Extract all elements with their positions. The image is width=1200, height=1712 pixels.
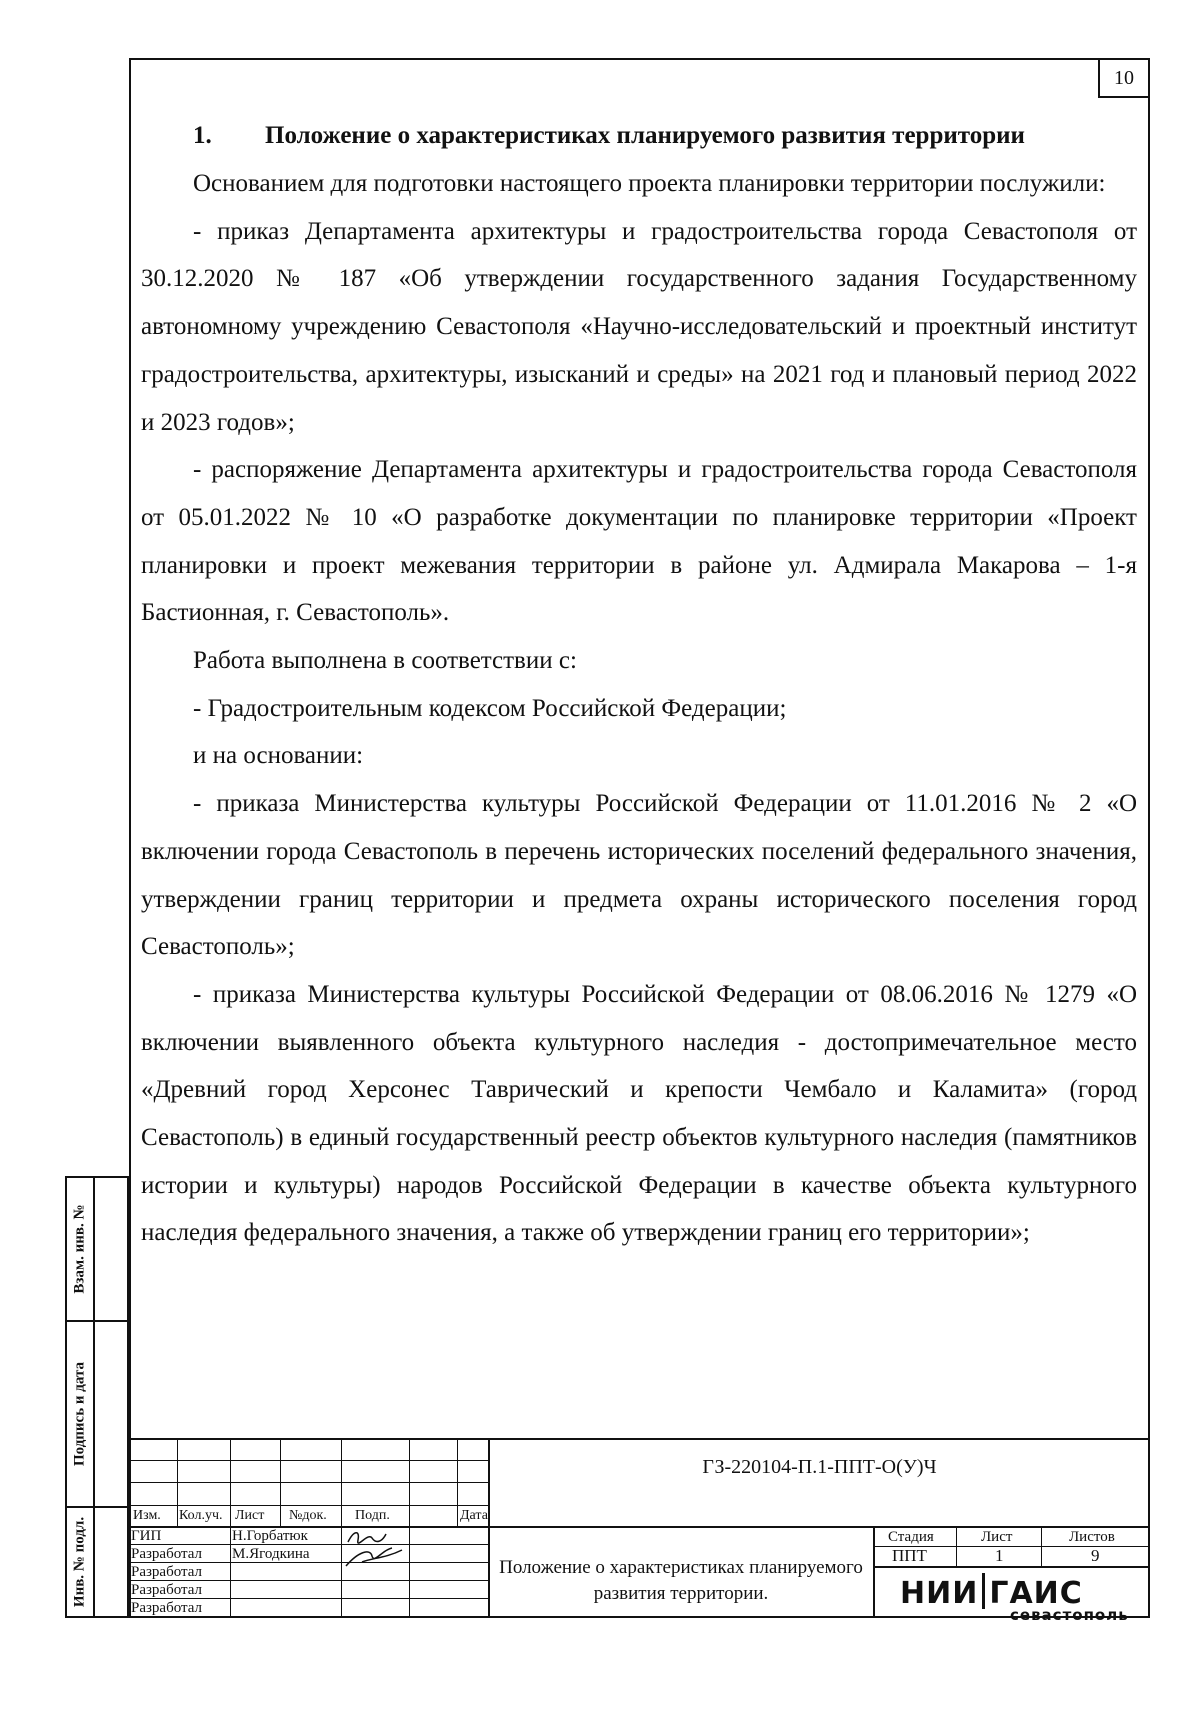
logo-right: ГАИС [989,1576,1083,1611]
header-count: Кол.уч. [179,1508,223,1523]
name-cell: Н.Горбатюк [232,1528,308,1544]
paragraph: - приказа Министерства культуры Российской Федерации от 08.06.2016 № 1279 «О включении выявленного объекта культурного наследия - достопримечательное место «Древний город Херсонес Таврический и крепости Чембало и Каламита» (город Севастополь) в единый государственный реестр объектов культурного наследия (памятников истории и культуры) народов Российской Федерации в качестве объекта культурного наследия федерального значения, а также об утверждении границ его территории»; [141,980,1137,1247]
signature-developer [342,1544,408,1570]
header-signature: Подп. [355,1508,390,1523]
header-date: Дата [460,1508,488,1523]
header-change: Изм. [133,1508,161,1523]
paragraph: - Градостроительным кодексом Российской Федерации; [193,694,787,722]
header-sheet: Лист [235,1508,265,1523]
sheet-value: 1 [995,1546,1004,1565]
side-label: Инв. № подл. [71,1516,88,1608]
sheet-label: Лист [981,1529,1013,1545]
logo-subtitle: севастополь [1010,1606,1129,1624]
sheets-value: 9 [1091,1546,1100,1565]
paragraph: - распоряжение Департамента архитектуры и градостроительства города Севастополя от 05.01.2022 № 10 «О разработке документации по планировке территории «Проект планировки и проект межевания территории в районе ул. Адмирала Макарова – 1-я Бастионная, г. Севастополь». [141,456,1137,627]
section-title: Положение о характеристиках планируемого развития территории [265,122,1025,149]
side-stamp-inventory [65,1506,129,1618]
logo-left: НИИ [900,1576,979,1611]
name-cell: М.Ягодкина [232,1546,310,1562]
stage-value: ППТ [892,1546,927,1565]
section-heading [141,112,1137,160]
role-cell: Разработал [131,1546,203,1562]
paragraph: - приказ Департамента архитектуры и градостроительства города Севастополя от 30.12.2020 № 187 «Об утверждении государственного задания Государственному автономному учреждению Севастополя «Научно-исследовательский и проектный институт градостроительства, архитектуры, изысканий и среды» на 2021 год и плановый период 2022 и 2023 годов»; [141,217,1137,436]
document-title: Положение о характеристиках планируемого развития территории. [499,1557,863,1604]
page-number: 10 [1098,58,1150,98]
document-code: ГЗ-220104-П.1-ППТ-О(У)Ч [702,1456,937,1478]
paragraph: - приказа Министерства культуры Российской Федерации от 11.01.2016 № 2 «О включении города Севастополь в перечень исторических поселений федерального значения, утверждении границ территории и предмета охраны исторического поселения город Севастополь»; [141,790,1137,961]
header-doc-number: №док. [289,1508,327,1523]
document-body [141,112,1137,1257]
company-logo [900,1573,1129,1624]
paragraph: и на основании: [193,742,364,770]
side-stamp-signature [65,1320,129,1508]
paragraph: Основанием для подготовки настоящего проекта планировки территории послужили: [193,170,1106,197]
role-cell: Разработал [131,1582,203,1598]
page-frame [129,58,1150,1618]
side-label: Взам. инв. № [71,1204,88,1294]
side-label: Подпись и дата [71,1361,88,1467]
role-cell: Разработал [131,1564,203,1580]
side-stamp-replacement [65,1176,129,1322]
logo-divider [982,1573,985,1609]
role-cell: Разработал [131,1600,203,1616]
role-cell: ГИП [131,1528,162,1544]
stage-label: Стадия [888,1529,934,1545]
sheets-label: Листов [1069,1529,1115,1545]
paragraph: Работа выполнена в соответствии с: [193,647,577,675]
section-number: 1. [193,122,212,149]
